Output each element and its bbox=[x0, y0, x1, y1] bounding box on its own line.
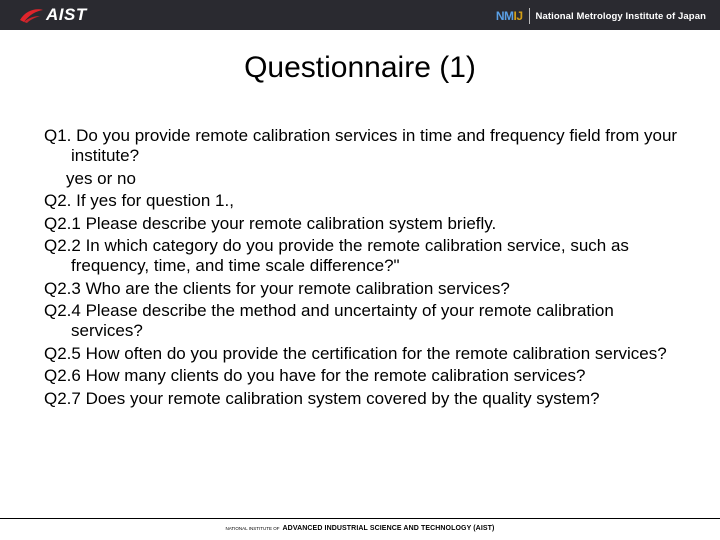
question-item: Q2.3 Who are the clients for your remote calibration services? bbox=[44, 278, 510, 298]
question-item: Q2.4 Please describe the method and uncertainty of your remote calibration services? bbox=[44, 301, 614, 340]
question-list bbox=[44, 126, 684, 409]
aist-logo-text: AIST bbox=[46, 5, 87, 24]
footer-main-text: ADVANCED INDUSTRIAL SCIENCE AND TECHNOLOGY (AIST) bbox=[282, 525, 495, 532]
header-bar bbox=[0, 0, 720, 30]
nmij-logo-text: National Metrology Institute of Japan bbox=[535, 10, 706, 22]
question-item: Q2.6 How many clients do you have for the remote calibration services? bbox=[44, 366, 586, 385]
nmij-logo-mark: NMIJ bbox=[495, 9, 523, 23]
footer-text bbox=[0, 525, 720, 532]
question-item: Q2.7 Does your remote calibration system covered by the quality system? bbox=[44, 388, 600, 408]
question-item: Q1. Do you provide remote calibration services in time and frequency field from your institute? bbox=[44, 126, 678, 165]
aist-logo bbox=[18, 4, 87, 26]
logo-divider bbox=[529, 8, 530, 24]
question-item: Q2.2 In which category do you provide the remote calibration service, such as frequency, time, and time scale difference?" bbox=[44, 236, 629, 275]
aist-swoosh-icon bbox=[18, 6, 44, 24]
slide-title: Questionnaire (1) bbox=[244, 51, 476, 84]
answer-options: yes or no bbox=[66, 168, 136, 188]
nmij-logo bbox=[496, 6, 706, 26]
footer-small-text: NATIONAL INSTITUTE OF bbox=[225, 526, 280, 531]
question-item: Q2.5 How often do you provide the certification for the remote calibration services? bbox=[44, 343, 667, 363]
question-item: Q2.1 Please describe your remote calibration system briefly. bbox=[44, 213, 497, 233]
footer-divider bbox=[0, 518, 720, 519]
question-item: Q2. If yes for question 1., bbox=[44, 191, 234, 210]
